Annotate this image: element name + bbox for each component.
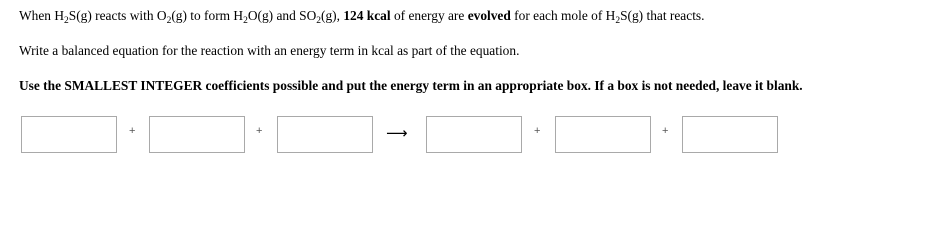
- question-text: S(g) reacts with O: [68, 8, 167, 23]
- question-text: (g),: [321, 8, 344, 23]
- question-text: of energy are: [390, 8, 468, 23]
- instruction-text: Write a balanced equation for the reaction with an energy term in kcal as part of the equation.: [19, 43, 520, 58]
- plus-sign: +: [534, 125, 541, 137]
- subscript: 2: [316, 16, 322, 26]
- energy-value: 124 kcal: [343, 8, 391, 23]
- question-text: for each mole of H: [510, 8, 616, 23]
- product-box-1[interactable]: [426, 116, 522, 153]
- plus-sign: +: [129, 125, 136, 137]
- plus-sign: +: [256, 125, 263, 137]
- subscript: 2: [64, 16, 69, 26]
- question-statement: [19, 8, 704, 24]
- plus-sign: +: [662, 125, 669, 137]
- product-box-3[interactable]: [682, 116, 778, 153]
- reactant-box-1[interactable]: [21, 116, 117, 153]
- subscript: 2: [615, 16, 621, 26]
- product-box-2[interactable]: [555, 116, 651, 153]
- reaction-arrow-icon: ⟶: [386, 124, 408, 142]
- subscript: 2: [243, 16, 248, 26]
- evolved-keyword: evolved: [467, 8, 511, 23]
- subscript: 2: [166, 16, 172, 26]
- bold-instruction-text: Use the SMALLEST INTEGER coefficients possible and put the energy term in an appropriate box. If a box is not needed, leave it blank.: [19, 78, 803, 93]
- question-text: (g) to form H: [171, 8, 244, 23]
- question-text: When H: [19, 8, 64, 23]
- question-text: S(g) that reacts.: [620, 8, 705, 23]
- reactant-box-2[interactable]: [149, 116, 245, 153]
- reactant-box-3[interactable]: [277, 116, 373, 153]
- question-text: O(g) and SO: [247, 8, 317, 23]
